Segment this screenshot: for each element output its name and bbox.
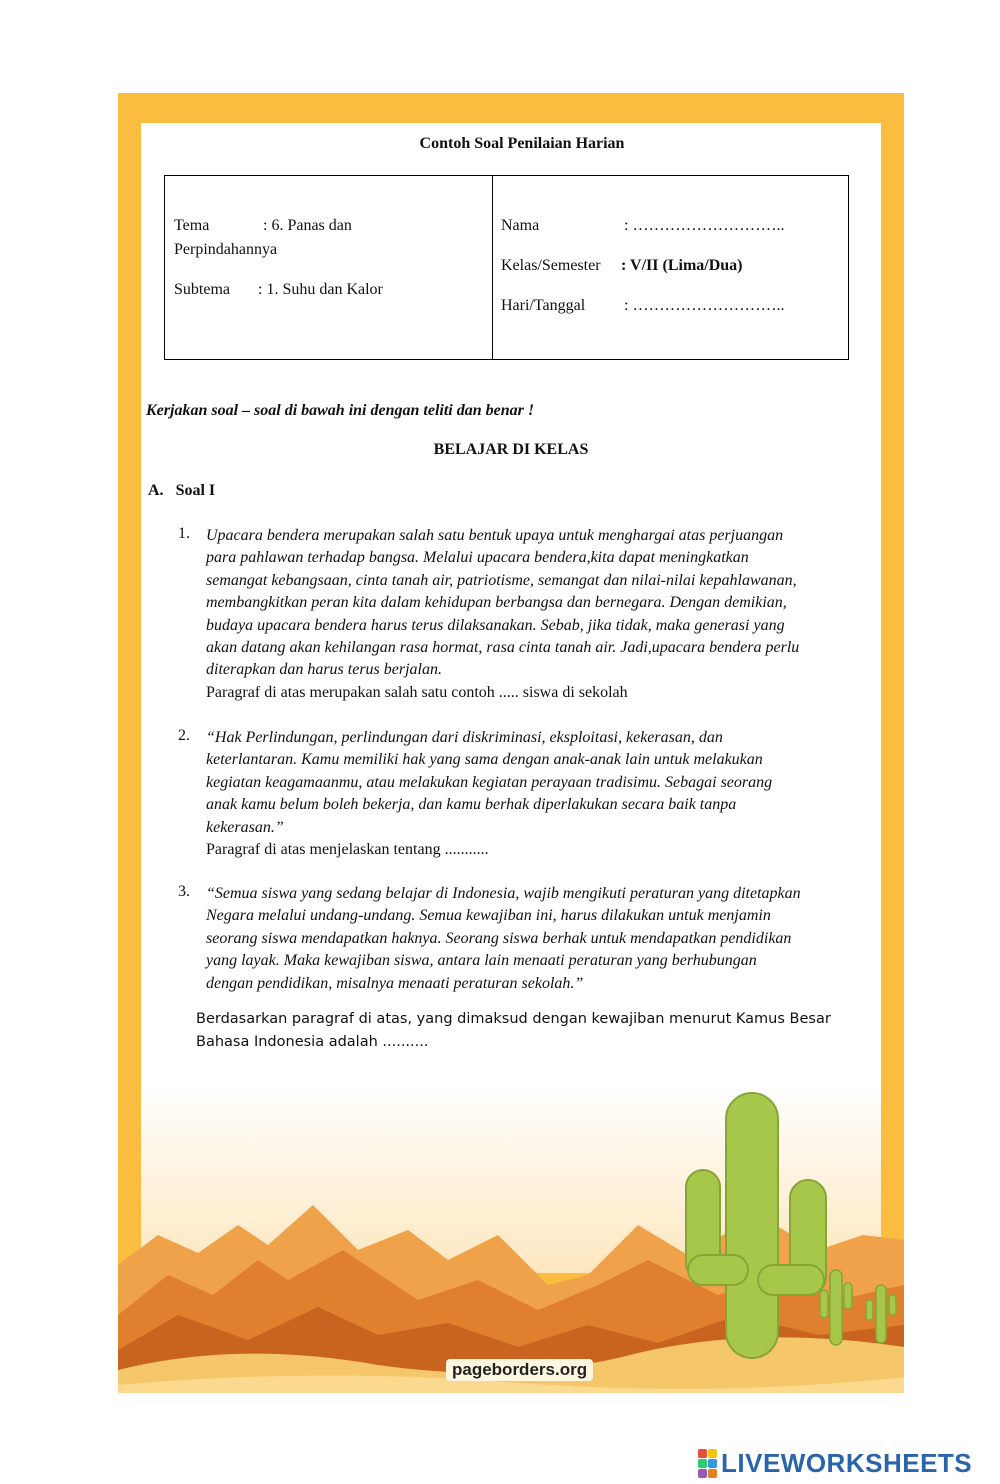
hari-label: Hari/Tanggal — [501, 297, 586, 314]
section-heading: BELAJAR DI KELAS — [433, 441, 589, 458]
page-title: Contoh Soal Penilaian Harian — [419, 135, 625, 152]
tema-value-cont: Perpindahannya — [174, 241, 278, 258]
pageborders-credit: pageborders.org — [446, 1359, 593, 1381]
text-line: yang layak. Maka kewajiban siswa, antara lain menaati peraturan yang berhubungan — [206, 952, 757, 970]
text-line: Bahasa Indonesia adalah .......... — [196, 1034, 429, 1050]
instruction-text: Kerjakan soal – soal di bawah ini dengan teliti dan benar ! — [146, 402, 535, 419]
desert-scene-svg — [118, 1085, 904, 1393]
subtema-value: : 1. Suhu dan Kalor — [258, 281, 383, 298]
text-line: “Hak Perlindungan, perlindungan dari diskriminasi, eksploitasi, kekerasan, dan — [206, 729, 723, 746]
part-heading — [148, 482, 215, 500]
text-line: keterlantaran. Kamu memiliki hak yang sama dengan anak-anak lain untuk melakukan — [206, 751, 763, 769]
part-letter: A. — [148, 482, 164, 499]
text-line: “Semua siswa yang sedang belajar di Indonesia, wajib mengikuti peraturan yang ditetapkan — [206, 885, 801, 902]
student-cell — [493, 176, 848, 359]
text-line: membangkitkan peran kita dalam kehidupan berbangsa dan bernegara. Dengan demikian, — [206, 594, 787, 612]
question-text — [206, 727, 878, 839]
desert-illustration — [118, 1085, 904, 1393]
question-2 — [178, 727, 878, 861]
question-text — [206, 525, 878, 682]
nama-field[interactable]: : ……………………….. — [624, 217, 785, 234]
text-line: Negara melalui undang-undang. Semua kewajiban ini, harus dilakukan untuk menjamin — [206, 907, 771, 925]
text-line: kekerasan.” — [206, 818, 284, 836]
question-prompt: Paragraf di atas merupakan salah satu contoh ..... siswa di sekolah — [206, 683, 628, 701]
question-text — [206, 883, 878, 995]
part-title: Soal I — [175, 482, 216, 499]
text-line: budaya upacara bendera harus terus dilaksanakan. Sebab, jika tidak, maka generasi yang — [206, 616, 785, 634]
kelas-value: : V/II (Lima/Dua) — [621, 257, 743, 274]
text-line: Berdasarkan paragraf di atas, yang dimaksud dengan kewajiban menurut Kamus Besar — [196, 1011, 831, 1027]
liveworksheets-icon — [698, 1449, 717, 1478]
question-number: 1. — [178, 525, 190, 542]
text-line: semangat kebangsaan, cinta tanah air, patriotisme, semangat dan nilai-nilai kepahlawanan, — [206, 571, 797, 589]
question-1 — [178, 525, 878, 704]
question-prompt: Paragraf di atas menjelaskan tentang ........... — [206, 841, 489, 859]
text-line: diterapkan dan harus terus berjalan. — [206, 661, 442, 679]
liveworksheets-logo — [698, 1448, 972, 1479]
text-line: para pahlawan terhadap bangsa. Melalui upacara bendera,kita dapat meningkatkan — [206, 549, 749, 567]
student-info-table — [164, 175, 849, 360]
text-line: akan datang akan kehilangan rasa hormat, rasa cinta tanah air. Jadi,upacara bendera perlu — [206, 639, 800, 657]
tema-label: Tema — [174, 217, 210, 234]
question-number: 2. — [178, 727, 190, 744]
hari-field[interactable]: : ……………………….. — [624, 297, 785, 314]
text-line: dengan pendidikan, misalnya menaati peraturan sekolah.” — [206, 974, 584, 992]
text-line: anak kamu belum boleh bekerja, dan kamu berhak diperlakukan secara baik tanpa — [206, 796, 737, 814]
question-number: 3. — [178, 883, 190, 900]
question-3-prompt — [196, 1008, 856, 1054]
nama-label: Nama — [501, 217, 540, 234]
text-line: seorang siswa mendapatkan haknya. Seorang siswa berhak untuk mendapatkan pendidikan — [206, 929, 792, 947]
question-3 — [178, 883, 878, 995]
kelas-label: Kelas/Semester — [501, 257, 601, 274]
tema-value: : 6. Panas dan — [263, 217, 352, 234]
liveworksheets-wordmark: LIVEWORKSHEETS — [721, 1448, 973, 1478]
theme-cell — [165, 176, 493, 359]
text-line: kegiatan keagamaanmu, atau melakukan kegiatan perayaan tradisimu. Sebagai seorang — [206, 773, 773, 791]
text-line: Upacara bendera merupakan salah satu bentuk upaya untuk menghargai atas perjuangan — [206, 527, 784, 544]
subtema-label: Subtema — [174, 281, 230, 298]
